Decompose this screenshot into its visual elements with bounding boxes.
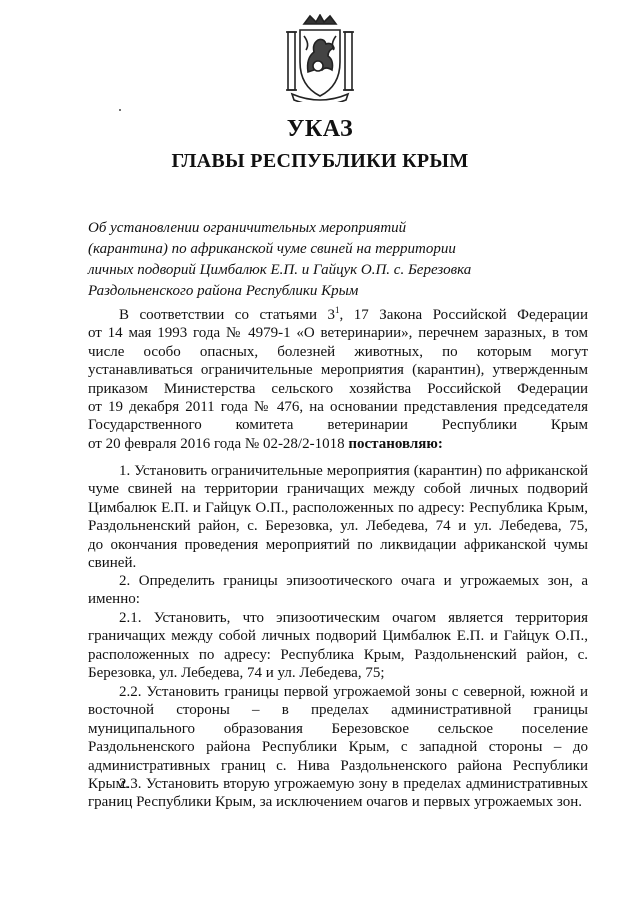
text-line: от 19 декабря 2011 года № 476, на основании представления председателя <box>88 399 588 416</box>
text-line: Цимбалюк Е.П. и Гайцук О.П., расположенных по адресу: Республика Крым, <box>88 499 588 516</box>
text-line: Раздольненский район, с. Березовка, ул. Лебедева, 74 и ул. Лебедева, 75, <box>88 518 588 535</box>
text-line: муниципального образования Березовское сельское поселение <box>88 720 588 737</box>
item-1 <box>88 462 588 572</box>
text-line: 1. Установить ограничительные мероприятия (карантин) по африканской <box>119 463 588 479</box>
subject-line: Об установлении ограничительных мероприятий <box>88 220 407 236</box>
preamble-paragraph <box>88 306 588 453</box>
item-2-1 <box>88 609 588 683</box>
text-line: расположенных по адресу: Республика Крым, Раздольненский район, с. <box>88 646 588 663</box>
text-line: от 14 мая 1993 года № 4979-1 «О ветеринарии», перечнем заразных, в том <box>88 325 588 342</box>
document-title: УКАЗ <box>286 116 354 142</box>
crimea-coat-of-arms-icon <box>284 14 356 102</box>
text-line: граничащих между собой личных подворий Цимбалюк Е.П. и Гайцук О.П., <box>88 628 588 645</box>
text-line: Раздольненского района Республики Крым, с западной стороны – до <box>88 739 588 756</box>
item-2-3 <box>88 775 588 812</box>
text-line: от 20 февраля 2016 года № 02-28/2-1018 постановляю: <box>88 435 443 452</box>
text-line: Крым. <box>88 776 129 793</box>
text-line: до окончания проведения мероприятий по ликвидации африканской чумы <box>88 536 588 553</box>
item-2 <box>88 572 588 609</box>
document-subject <box>88 218 508 302</box>
text-line: Березовка, ул. Лебедева, 74 и ул. Лебедева, 75; <box>88 665 385 682</box>
text-line: чуме свиней на территории граничащих между собой личных подворий <box>88 481 588 498</box>
text-line: именно: <box>88 591 140 608</box>
text-line: 2.1. Установить, что эпизоотическим очагом является территория <box>119 610 588 626</box>
text-line: 2.2. Установить границы первой угрожаемой зоны с северной, южной и <box>119 684 588 700</box>
text-line: восточной стороны – в пределах административной границы <box>88 702 588 719</box>
subject-line: личных подворий Цимбалюк Е.П. и Гайцук О.П. с. Березовка <box>88 262 472 278</box>
text-line: административных границ с. Нива Раздольненского района Республики <box>88 757 588 774</box>
text-line: числе особо опасных, болезней животных, по которым могут <box>88 343 588 360</box>
subject-line: (карантина) по африканской чуме свиней на территории <box>88 241 456 257</box>
text-line: 2. Определить границы эпизоотического очага и угрожаемых зон, а <box>119 573 588 589</box>
decree-keyword: постановляю: <box>348 435 443 452</box>
text-line: устанавливаться ограничительные мероприятия (карантин), утвержденным <box>88 362 588 379</box>
text-line: свиней. <box>88 555 137 572</box>
text-line: Государственного комитета ветеринарии Республики Крым <box>88 417 588 434</box>
text-line: 2.3. Установить вторую угрожаемую зону в пределах административных <box>119 776 588 792</box>
document-subtitle: ГЛАВЫ РЕСПУБЛИКИ КРЫМ <box>171 150 469 172</box>
decorative-dot <box>119 109 121 111</box>
text-line: приказом Министерства сельского хозяйства Российской Федерации <box>88 380 588 397</box>
text-line: В соответствии со статьями $3^1$, 17 Закона Российской Федерации <box>119 305 588 323</box>
text-line: границ Республики Крым, за исключением очагов и первых угрожаемых зон. <box>88 794 582 811</box>
subject-line: Раздольненского района Республики Крым <box>88 283 359 299</box>
